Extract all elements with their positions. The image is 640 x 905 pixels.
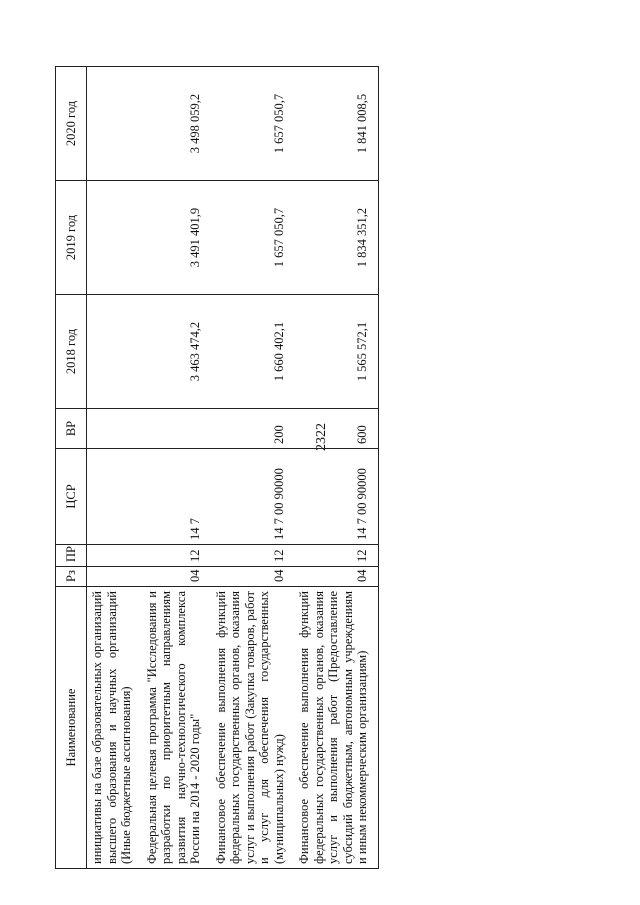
row-csr: 14 7 (142, 449, 211, 545)
col-header-name: Наименование (56, 587, 87, 869)
row-rz: 04 (211, 567, 295, 587)
table-row (87, 67, 142, 869)
row-name: Федеральная целевая программа "Исследования и разработки по приоритетным направлениям развития научно-технологического комплекса России на 2014 - 2020 годы" (142, 587, 211, 869)
table-row (142, 67, 211, 869)
row-pr: 12 (142, 545, 211, 567)
row-2019: 1 834 351,2 (294, 181, 378, 295)
row-2018: 1 565 572,1 (294, 295, 378, 409)
table-header-row (56, 67, 87, 869)
row-csr: 14 7 00 90000 (211, 449, 295, 545)
row-2020 (87, 67, 142, 181)
row-vr (87, 409, 142, 449)
row-name: Финансовое обеспечение выполнения функций федеральных государственных органов, оказания услуг и выполнения работ (Закупка товаров, работ и услуг для обеспечения государственных (муниципальных) нужд) (211, 587, 295, 869)
col-header-2018: 2018 год (56, 295, 87, 409)
row-rz: 04 (142, 567, 211, 587)
page-number: 2322 (314, 423, 329, 451)
col-header-2019: 2019 год (56, 181, 87, 295)
row-pr: 12 (211, 545, 295, 567)
col-header-rz: Рз (56, 567, 87, 587)
budget-table (55, 66, 379, 869)
col-header-pr: ПР (56, 545, 87, 567)
row-2018 (87, 295, 142, 409)
row-pr: 12 (294, 545, 378, 567)
row-vr: 600 (294, 409, 378, 449)
row-2020: 1 657 050,7 (211, 67, 295, 181)
row-2018: 1 660 402,1 (211, 295, 295, 409)
row-rz (87, 567, 142, 587)
row-rz: 04 (294, 567, 378, 587)
row-name: Финансовое обеспечение выполнения функций федеральных государственных органов, оказания услуг и выполнения работ (Предоставление субсидий бюджетным, автономным учреждениям и иным некоммерческим организациям) (294, 587, 378, 869)
row-name: инициативы на базе образовательных организаций высшего образования и научных организаций (Иные бюджетные ассигнования) (87, 587, 142, 869)
row-2020: 3 498 059,2 (142, 67, 211, 181)
row-pr (87, 545, 142, 567)
rotated-page-content (55, 67, 583, 869)
col-header-2020: 2020 год (56, 67, 87, 181)
row-2019: 1 657 050,7 (211, 181, 295, 295)
row-csr (87, 449, 142, 545)
row-2018: 3 463 474,2 (142, 295, 211, 409)
row-2019: 3 491 401,9 (142, 181, 211, 295)
col-header-vr: ВР (56, 409, 87, 449)
row-vr (142, 409, 211, 449)
row-2020: 1 841 008,5 (294, 67, 378, 181)
col-header-csr: ЦСР (56, 449, 87, 545)
table-row (294, 67, 378, 869)
row-2019 (87, 181, 142, 295)
row-csr: 14 7 00 90000 (294, 449, 378, 545)
table-row (211, 67, 295, 869)
row-vr: 200 (211, 409, 295, 449)
